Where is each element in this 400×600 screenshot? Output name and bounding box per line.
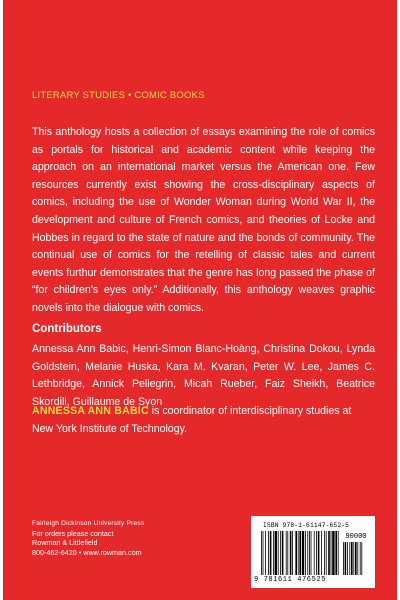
barcode-bar <box>268 531 269 575</box>
book-description: This anthology hosts a collection of essays examining the role of comics as portals for historical and academic content while keeping the approach on an international market versus the American one. Few resources currently exist showing the cross-disciplinary aspects of comics, including the use of Wonder Woman during World War II, the development and culture of French comics, and theories of Locke and Hobbes in regard to the state of nature and the bonds of community. The continual use of comics for the retelling of classic tales and current events furthur demonstrates that the genre has long passed the phase of “for children’s eyes only.” Additionally, this anthology weaves graphic novels into the dialogue with comics. <box>32 126 375 314</box>
barcode-bar <box>316 531 317 575</box>
barcode-digits: 9 781611 476525 <box>254 576 327 584</box>
barcode-bar <box>292 531 293 575</box>
barcode-bar <box>261 531 262 575</box>
barcode-main <box>261 531 339 575</box>
barcode-bar <box>295 531 297 575</box>
contributors-list: Annessa Ann Babic, Henri-Simon Blanc-Hoàng, Christina Dokou, Lynda Goldstein, Melanie Huska, Kara M. Kvaran, Peter W. Lee, James C. Lethbridge, Annick Pellegrin, Micah Rueber, Faiz Sheikh, Beatrice Skordili, Guillaume de Syon <box>32 343 375 408</box>
publisher-block <box>32 519 222 557</box>
orders-label: For orders please contact <box>32 528 114 538</box>
back-cover <box>3 0 397 600</box>
barcode-bar <box>355 542 357 575</box>
barcode-bar <box>314 531 315 575</box>
barcode-bar <box>263 531 264 575</box>
barcode-bar <box>286 531 287 575</box>
category-label: LITERARY STUDIES • COMIC BOOKS <box>32 90 205 101</box>
barcode-bar <box>270 531 272 575</box>
barcode-bar <box>361 542 362 575</box>
barcode-bar <box>273 531 274 575</box>
barcode-bar <box>311 531 312 575</box>
barcode-bar <box>331 531 332 575</box>
barcode-bar <box>265 531 266 575</box>
barcode-bar <box>360 542 361 575</box>
author-bio <box>32 403 375 438</box>
barcode-bar <box>282 531 284 575</box>
barcode-bar <box>307 531 308 575</box>
barcode-bar <box>309 531 310 575</box>
isbn-label: ISBN 978-1-61147-652-5 <box>263 522 350 529</box>
barcode-bar <box>343 542 344 575</box>
barcode-bar <box>318 531 320 575</box>
barcode-bar <box>347 542 348 575</box>
barcode-bar <box>349 542 350 575</box>
publisher-contact: 800-462-6420 • www.rowman.com <box>32 547 142 557</box>
barcode-bar <box>275 531 277 575</box>
author-name: ANNESSA ANN BABIC <box>32 405 149 417</box>
barcode-bar <box>280 531 281 575</box>
barcode-bar <box>278 531 279 575</box>
price-code: 90000 <box>345 533 367 541</box>
distributor-name: Rowman & Littlefield <box>32 538 98 548</box>
barcode-bar <box>338 531 339 575</box>
barcode-bar <box>302 531 304 575</box>
barcode-bar <box>321 531 322 575</box>
barcode-box <box>251 516 375 588</box>
publisher-name: Fairleigh Dickinson University Press <box>32 520 145 527</box>
barcode-bar <box>324 531 325 575</box>
barcode-bar <box>287 531 288 575</box>
barcode-bar <box>328 531 330 575</box>
barcode-bar <box>298 531 299 575</box>
contributors-heading: Contributors <box>32 323 102 335</box>
barcode-addon <box>343 542 369 575</box>
barcode-bar <box>332 531 334 575</box>
barcode-bar <box>353 542 354 575</box>
barcode-bar <box>335 531 337 575</box>
barcode-bar <box>299 531 301 575</box>
barcode-bar <box>290 531 292 575</box>
barcode-bar <box>357 542 358 575</box>
author-bio-text: is coordinator of interdisciplinary studies at New York Institute of Technology. <box>32 405 352 435</box>
barcode-bar <box>345 542 347 575</box>
barcode-bar <box>305 531 306 575</box>
barcode-bar <box>351 542 353 575</box>
barcode-bar <box>326 531 327 575</box>
